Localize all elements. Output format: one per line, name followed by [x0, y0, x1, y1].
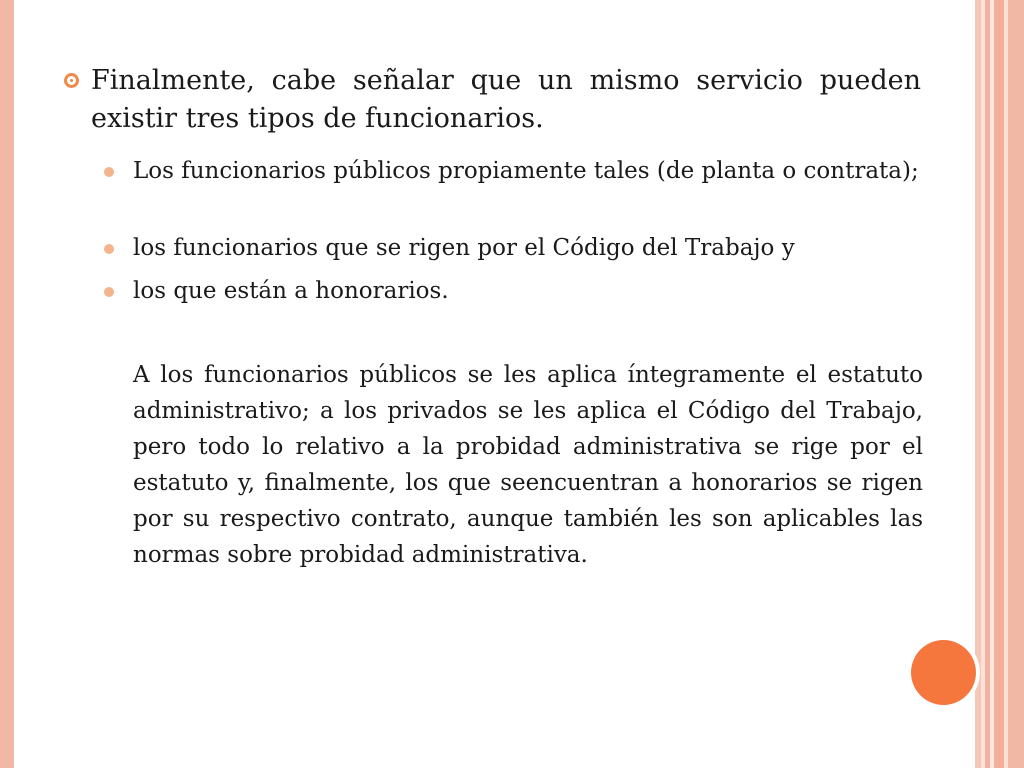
ring-bullet-icon [64, 73, 79, 88]
sub-point-text: Los funcionarios públicos propiamente tales (de planta o contrata); [133, 158, 919, 184]
orange-circle-icon [911, 640, 976, 705]
left-border [0, 0, 14, 768]
dot-bullet-icon [104, 244, 114, 254]
body-paragraph: A los funcionarios públicos se les aplica íntegramente el estatuto administrativo; a los privados se les aplica el Código del Trabajo, pero todo lo relativo a la probidad administrativa se rige por el estatuto y, finalmente, los que seencuentran a honorarios se rigen por su respectivo contrato, aunque también les son aplicables las normas sobre probidad administrativa. [133, 362, 923, 568]
dot-bullet-icon [104, 287, 114, 297]
sub-point-text: los funcionarios que se rigen por el Código del Trabajo y [133, 235, 795, 261]
right-border [975, 0, 1024, 768]
dot-bullet-icon [104, 167, 114, 177]
main-point: Finalmente, cabe señalar que un mismo servicio pueden existir tres tipos de funcionarios. [91, 65, 921, 134]
sub-point-text: los que están a honorarios. [133, 278, 449, 304]
